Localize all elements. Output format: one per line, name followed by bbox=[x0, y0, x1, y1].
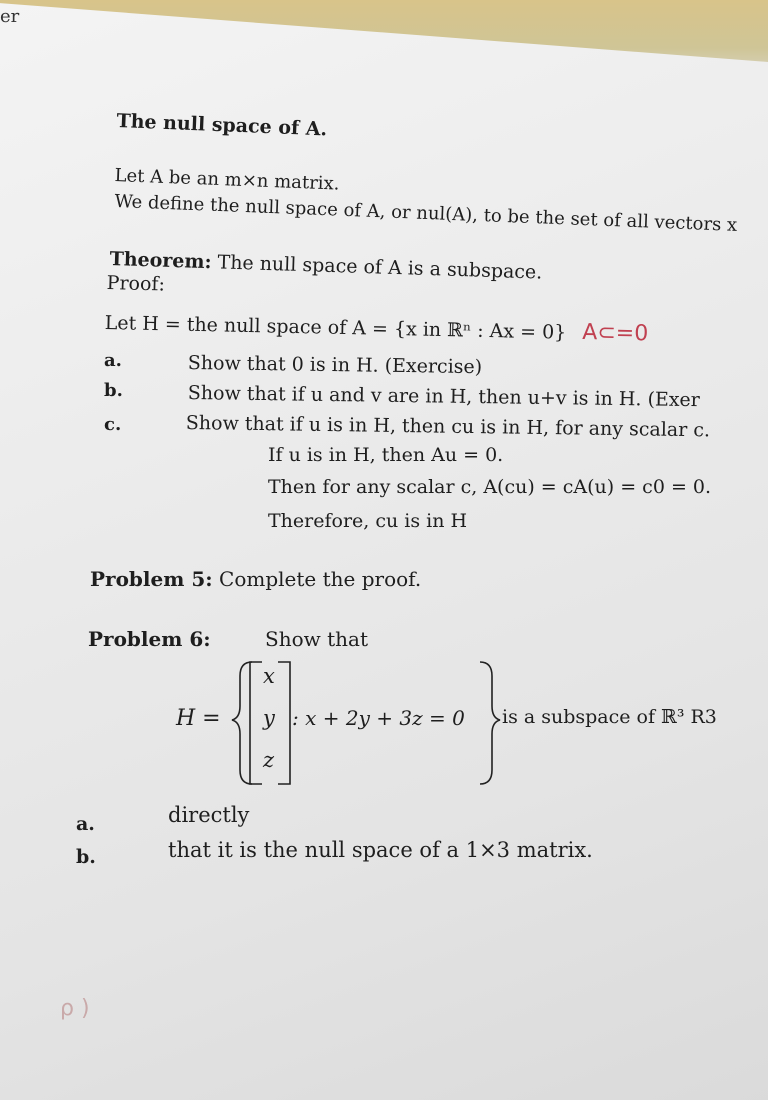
theorem-label: Theorem: bbox=[109, 248, 212, 274]
matrix-right-bracket bbox=[278, 662, 290, 784]
handwritten-note: A⊂=0 bbox=[582, 320, 649, 347]
faint-handwriting: ρ ) bbox=[60, 996, 90, 1021]
part-b-letter: b. bbox=[76, 846, 96, 868]
step-a-letter: a. bbox=[104, 350, 122, 371]
part-a-text: directly bbox=[168, 803, 250, 827]
page-title: The null space of A. bbox=[116, 110, 328, 141]
h-equals: H = bbox=[176, 706, 221, 731]
step-b-text: Show that if u and v are in H, then u+v is in H. (Exer bbox=[187, 382, 700, 412]
part-b-text: that it is the null space of a 1×3 matrix. bbox=[168, 838, 593, 862]
theorem-text: The null space of A is a subspace. bbox=[217, 251, 543, 284]
intro-line-2: We define the null space of A, or nul(A), to be the set of all vectors x bbox=[114, 191, 738, 236]
problem-6-label: Problem 6: bbox=[88, 627, 211, 651]
proof-line-1: If u is in H, then Au = 0. bbox=[268, 444, 504, 466]
let-h-text: Let H = the null space of A = {x in ℝⁿ : Ax = 0} bbox=[104, 311, 567, 344]
outer-left-brace bbox=[232, 662, 252, 784]
vector-y: y bbox=[263, 706, 275, 730]
step-b-letter: b. bbox=[104, 380, 123, 401]
matrix-left-bracket bbox=[250, 662, 262, 784]
proof-line-3: Therefore, cu is in H bbox=[268, 510, 468, 532]
vector-z: z bbox=[263, 748, 275, 772]
corner-text: er bbox=[0, 6, 20, 27]
subspace-text: is a subspace of ℝ³ R3 bbox=[502, 706, 717, 728]
step-c-letter: c. bbox=[104, 414, 122, 435]
intro-line-1: Let A be an m×n matrix. bbox=[114, 165, 340, 195]
set-condition: : x + 2y + 3z = 0 bbox=[292, 706, 465, 730]
outer-right-brace bbox=[480, 662, 500, 784]
problem-5-text: Complete the proof. bbox=[219, 567, 422, 591]
step-c-text: Show that if u is in H, then cu is in H, for any scalar c. bbox=[185, 412, 711, 442]
proof-label: Proof: bbox=[106, 272, 166, 296]
step-a-text: Show that 0 is in H. (Exercise) bbox=[187, 352, 483, 379]
part-a-letter: a. bbox=[76, 813, 95, 835]
vector-x: x bbox=[263, 664, 275, 688]
proof-line-2: Then for any scalar c, A(cu) = cA(u) = c0 = 0. bbox=[268, 476, 712, 498]
problem-5-label: Problem 5: bbox=[90, 567, 213, 591]
problem-6-show: Show that bbox=[265, 627, 368, 651]
